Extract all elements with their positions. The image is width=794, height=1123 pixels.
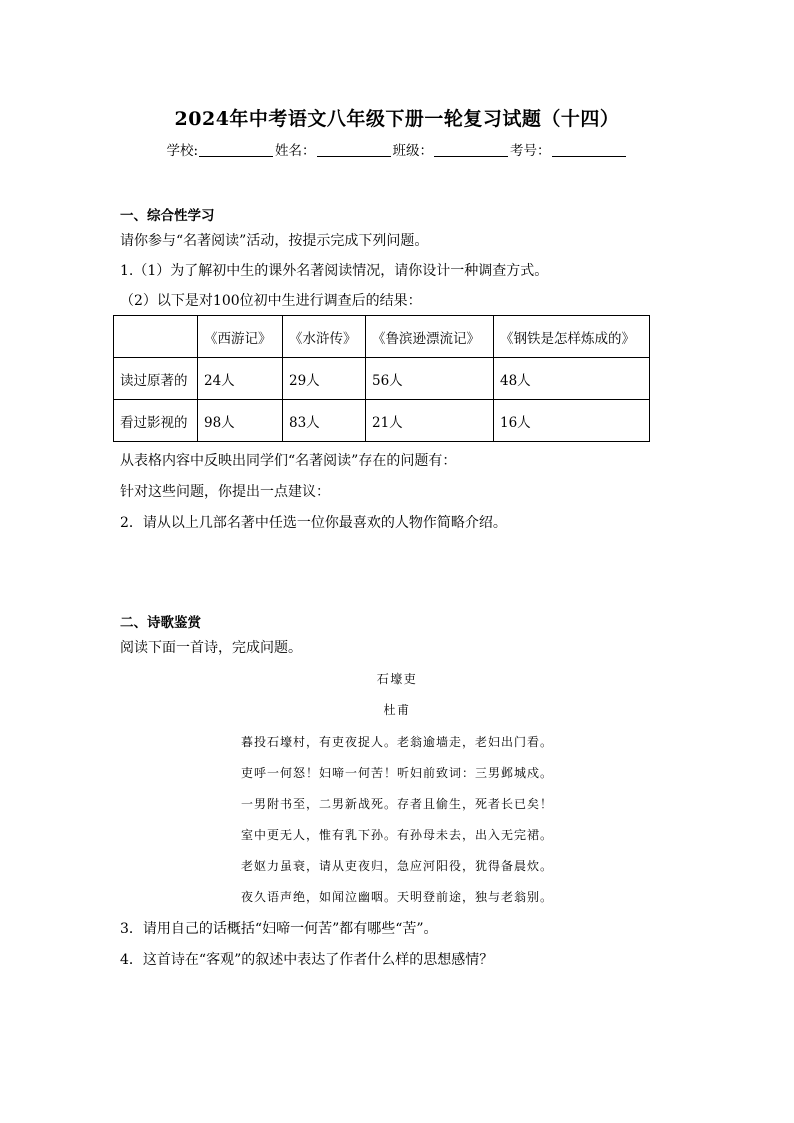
poem-line: 一男附书至，二男新战死。存者且偷生，死者长已矣！ [240,797,553,811]
table-cell: 83人 [283,400,366,442]
table-cell: 读过原著的 [114,358,198,400]
school-blank[interactable] [199,142,273,157]
poem-line: 吏呼一何怒！妇啼一何苦！听妇前致词：三男邺城戍。 [240,766,553,780]
exam-no-label: 考号： [510,143,551,159]
section1-heading: 一、综合性学习 [120,208,215,224]
table-header-cell: 《钢铁是怎样炼成的》 [494,316,650,358]
table-cell: 48人 [494,358,650,400]
suggestion-prompt: 针对这些问题，你提出一点建议： [120,484,330,500]
poem-line: 夜久语声绝，如闻泣幽咽。天明登前途，独与老翁别。 [240,890,553,904]
name-blank[interactable] [317,142,391,157]
table-cell: 21人 [366,400,494,442]
table-cell: 看过影视的 [114,400,198,442]
student-info-line [0,139,794,159]
table-cell: 56人 [366,358,494,400]
name-label: 姓名： [275,143,316,159]
class-blank[interactable] [434,142,508,157]
table-row [114,400,650,442]
question-1-part-2: （2）以下是对100位初中生进行调查后的结果： [120,293,422,309]
poem-title: 石壕吏 [376,672,418,686]
question-3: 3．请用自己的话概括“妇啼一何苦”都有哪些“苦”。 [120,921,438,937]
table-cell: 29人 [283,358,366,400]
section2-intro: 阅读下面一首诗，完成问题。 [120,640,302,656]
table-header-row [114,316,650,358]
section1-intro: 请你参与“名著阅读”活动，按提示完成下列问题。 [120,233,429,249]
table-cell: 16人 [494,400,650,442]
page-title: 2024年中考语文八年级下册一轮复习试题（十四） [174,108,620,130]
survey-table [113,315,650,442]
question-2: 2．请从以上几部名著中任选一位你最喜欢的人物作简略介绍。 [120,515,507,531]
table-row [114,358,650,400]
poem-author: 杜甫 [383,703,411,717]
table-reflection-prompt: 从表格内容中反映出同学们“名著阅读”存在的问题有： [120,453,457,469]
poem-line: 暮投石壕村，有吏夜捉人。老翁逾墙走，老妇出门看。 [240,735,553,749]
table-header-cell: 《水浒传》 [283,316,366,358]
poem-line: 室中更无人，惟有乳下孙。有孙母未去，出入无完裙。 [240,828,553,842]
table-header-cell [114,316,198,358]
table-header-cell: 《鲁滨逊漂流记》 [366,316,494,358]
school-label: 学校: [166,143,199,159]
exam-no-blank[interactable] [552,142,626,157]
table-cell: 98人 [198,400,283,442]
section2-heading: 二、诗歌鉴赏 [120,615,201,631]
question-4: 4．这首诗在“客观”的叙述中表达了作者什么样的思想感情？ [120,952,494,968]
question-1: 1.（1）为了解初中生的课外名著阅读情况，请你设计一种调查方式。 [120,263,549,279]
table-header-cell: 《西游记》 [198,316,283,358]
table-cell: 24人 [198,358,283,400]
class-label: 班级： [392,143,434,159]
poem-line: 老妪力虽衰，请从吏夜归，急应河阳役，犹得备晨炊。 [240,859,553,873]
